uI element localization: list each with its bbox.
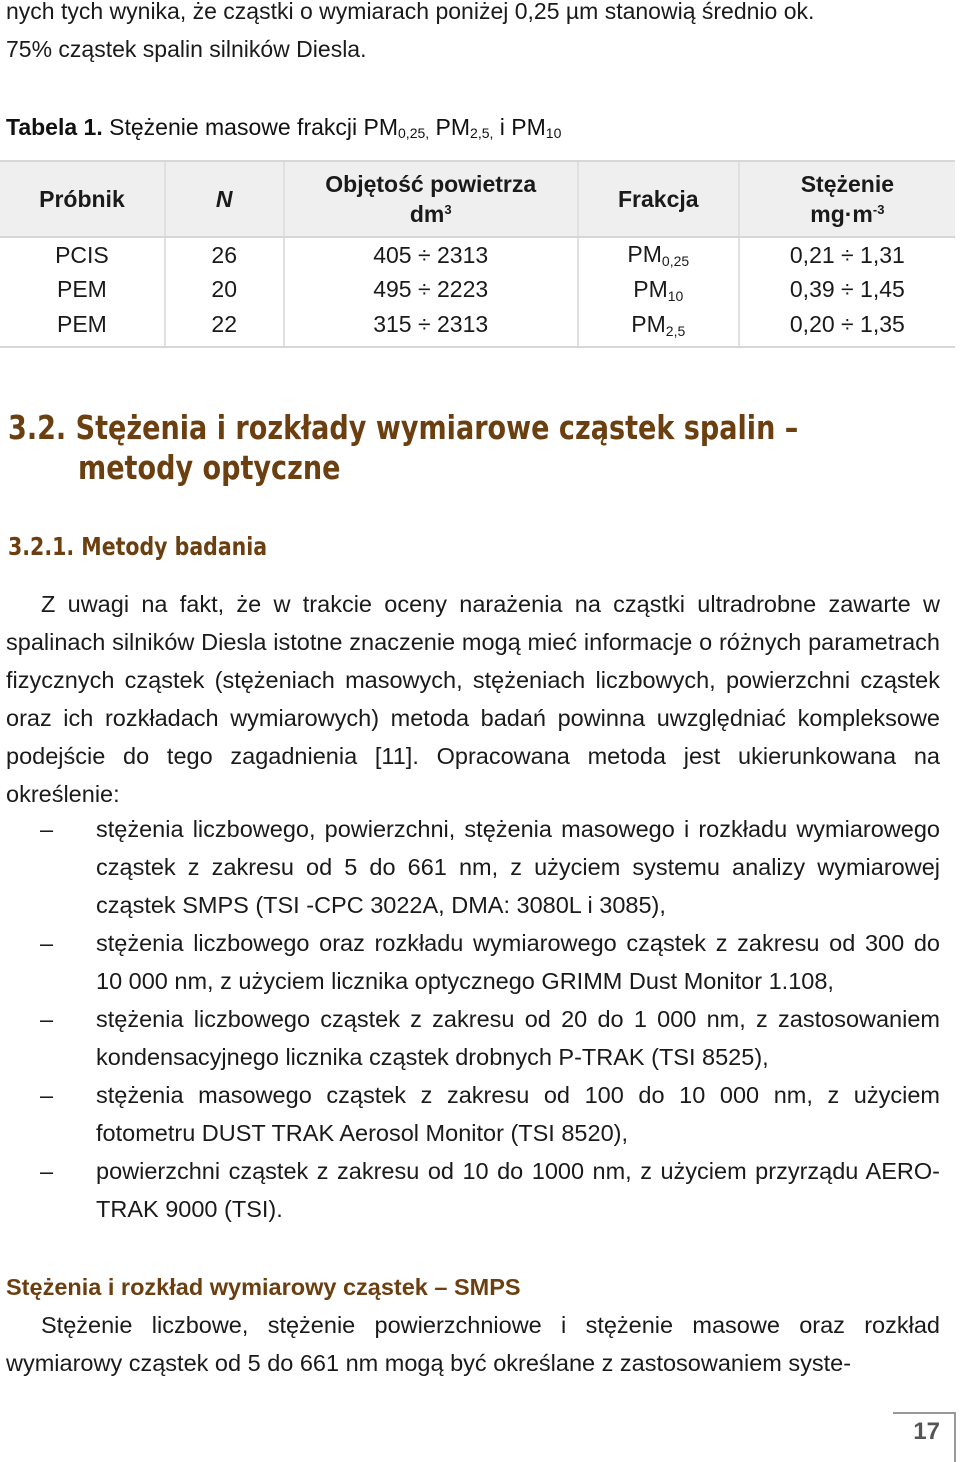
paragraph-methods: Z uwagi na fakt, że w trakcie oceny narażenia na cząstki ultradrobne zawarte w spalinach silników Diesla istotne znaczenie mogą mieć informacje o różnych parametrach fizycznych cząstek (stężeniach masowych, stężeniach liczbowych, powierzchni cząstek oraz ich rozkładach wymiarowych) metoda badań powinna uwzględniać kompleksowe podejście do tego zagadnienia [11]. Opracowana metoda jest ukierunkowana na określenie: <box>6 591 940 807</box>
cell-sampler: PEM <box>57 276 107 302</box>
dash-bullet: – <box>40 1158 54 1184</box>
cell-concentration: 0,21 ÷ 1,31 <box>739 237 955 272</box>
list-item: – stężenia liczbowego cząstek z zakresu od 20 do 1 000 nm, z zastosowaniem kondensacyjnego licznika cząstek drobnych P-TRAK (TSI 8525), <box>6 1000 940 1076</box>
cell-concentration: 0,20 ÷ 1,35 <box>739 307 955 347</box>
intro-line-1: nych tych wynika, że cząstki o wymiarach poniżej 0,25 µm stanowią średnio ok. <box>6 0 815 24</box>
header-n: N <box>165 161 284 237</box>
header-concentration: Stężenie $mg\cdot m^{-3}$ <box>739 161 955 237</box>
page-number: 17 <box>913 1418 940 1445</box>
section-heading-line-2: metody optyczne <box>78 448 341 487</box>
header-sampler: Próbnik <box>0 161 165 237</box>
paragraph-smps: Stężenie liczbowe, stężenie powierzchniowe i stężenie masowe oraz rozkład wymiarowy cząstek od 5 do 661 nm mogą być określane z zastosowaniem syste- <box>6 1312 940 1376</box>
cell-volume: 315 ÷ 2313 <box>284 307 578 347</box>
table-row <box>0 307 955 347</box>
cell-concentration: 0,39 ÷ 1,45 <box>739 272 955 307</box>
cell-fraction: $PM_{0,25}$ <box>578 237 739 272</box>
table-caption-text: Stężenie masowe frakcji PM <box>102 114 399 140</box>
table-caption-label: Tabela 1. <box>6 114 103 140</box>
cell-n: 22 <box>165 307 284 347</box>
intro-line-2: 75% cząstek spalin silników Diesla. <box>6 36 367 62</box>
table-caption: Tabela 1. Stężenie masowe frakcji $PM_{0,25,}$ $PM_{2,5,}$ i $PM_{10}$ <box>6 114 562 141</box>
header-fraction: Frakcja <box>578 161 739 237</box>
list-item: – powierzchni cząstek z zakresu od 10 do 1000 nm, z użyciem przyrządu AERO-TRAK 9000 (TSI). <box>6 1152 940 1228</box>
cell-volume: 405 ÷ 2313 <box>284 237 578 272</box>
table-header-row <box>0 161 955 237</box>
dash-bullet: – <box>40 1082 54 1108</box>
cell-n: 26 <box>165 237 284 272</box>
smps-subheading: Stężenia i rozkład wymiarowy cząstek – SMPS <box>6 1274 521 1300</box>
page-number-frame-top <box>893 1412 955 1414</box>
page-number-frame-side <box>954 1412 956 1462</box>
subsection-heading: 3.2.1. Metody badania <box>8 532 268 561</box>
dash-bullet: – <box>40 816 54 842</box>
cell-n: 20 <box>165 272 284 307</box>
dash-bullet: – <box>40 930 54 956</box>
section-heading-line-1: 3.2. Stężenia i rozkłady wymiarowe cząstek spalin – <box>8 408 799 447</box>
pm-concentration-table <box>0 160 955 348</box>
cell-sampler: PCIS <box>55 241 109 268</box>
cell-fraction: $PM_{10}$ <box>578 272 739 307</box>
list-item: – stężenia liczbowego oraz rozkładu wymiarowego cząstek z zakresu od 300 do 10 000 nm, z użyciem licznika optycznego GRIMM Dust Monitor 1.108, <box>6 924 940 1000</box>
cell-fraction: $PM_{2,5}$ <box>578 307 739 347</box>
table-row <box>0 237 955 272</box>
methods-list <box>6 810 940 1228</box>
dash-bullet: – <box>40 1006 54 1032</box>
list-item: – stężenia liczbowego, powierzchni, stężenia masowego i rozkładu wymiarowego cząstek z zakresu od 5 do 661 nm, z użyciem systemu analizy wymiarowej cząstek SMPS (TSI -CPC 3022A, DMA: 3080L i 3085), <box>6 810 940 924</box>
cell-volume: 495 ÷ 2223 <box>284 272 578 307</box>
table-row <box>0 272 955 307</box>
cell-sampler: PEM <box>0 307 165 347</box>
header-volume: Objętość powietrza $dm^3$ <box>284 161 578 237</box>
list-item: – stężenia masowego cząstek z zakresu od 100 do 10 000 nm, z użyciem fotometru DUST TRAK Aerosol Monitor (TSI 8520), <box>6 1076 940 1152</box>
